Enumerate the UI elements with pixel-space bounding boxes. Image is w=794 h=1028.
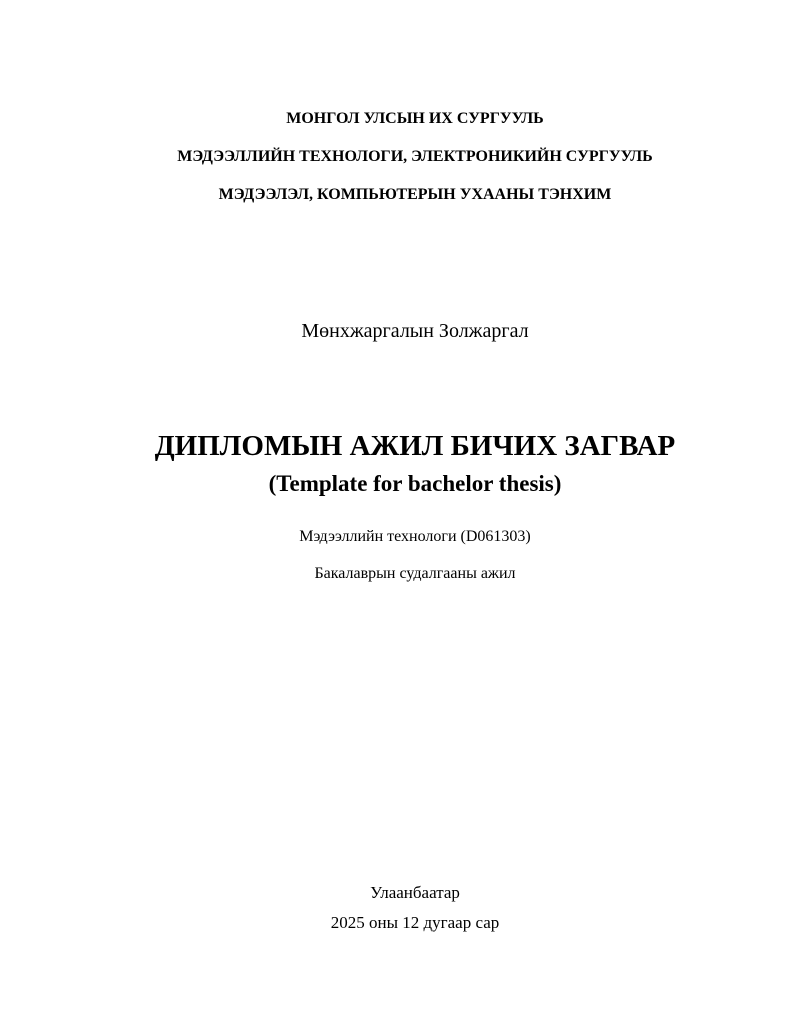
thesis-subtitle: (Template for bachelor thesis) xyxy=(268,471,562,496)
thesis-title: ДИПЛОМЫН АЖИЛ БИЧИХ ЗАГВАР xyxy=(154,430,676,462)
publication-date: 2025 оны 12 дугаар сар xyxy=(330,913,500,932)
school-name: МЭДЭЭЛЛИЙН ТЕХНОЛОГИ, ЭЛЕКТРОНИКИЙН СУРГУУЛЬ xyxy=(177,148,653,165)
department-name: МЭДЭЭЛЭЛ, КОМПЬЮТЕРЫН УХААНЫ ТЭНХИМ xyxy=(218,186,612,203)
author-name: Мөнхжаргалын Золжаргал xyxy=(301,320,529,342)
program-name: Мэдээллийн технологи (D061303) xyxy=(299,527,531,545)
institution-header xyxy=(95,90,735,223)
program-info xyxy=(95,509,735,602)
city-name: Улаанбаатар xyxy=(370,883,460,902)
university-name: МОНГОЛ УЛСЫН ИХ СУРГУУЛЬ xyxy=(286,110,544,127)
thesis-type: Бакалаврын судалгааны ажил xyxy=(314,564,516,582)
